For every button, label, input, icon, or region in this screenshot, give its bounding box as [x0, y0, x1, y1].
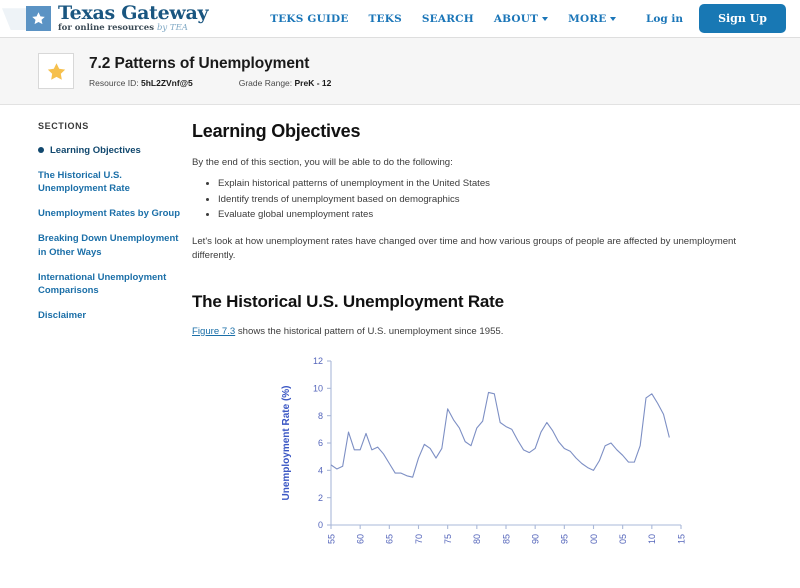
svg-text:0: 0 — [317, 520, 323, 531]
svg-text:15: 15 — [676, 534, 687, 545]
svg-text:10: 10 — [312, 383, 323, 394]
svg-text:60: 60 — [355, 534, 366, 545]
nav-item-search[interactable] — [422, 13, 474, 25]
figure-caption-rest: shows the historical pattern of U.S. unemployment since 1955. — [235, 325, 504, 337]
page-title: 7.2 Patterns of Unemployment — [89, 54, 310, 72]
learning-objectives-heading: Learning Objectives — [192, 121, 361, 141]
page-content — [0, 105, 800, 560]
meta-row — [89, 78, 377, 88]
svg-text:65: 65 — [384, 534, 395, 545]
chevron-down-icon — [542, 17, 548, 21]
login-link[interactable]: Log in — [646, 12, 684, 25]
nav-label: SEARCH — [421, 12, 474, 25]
main-article — [192, 121, 800, 560]
svg-text:80: 80 — [472, 534, 483, 545]
active-bullet-icon — [38, 147, 44, 153]
nav-item-teks-guide[interactable] — [270, 13, 348, 25]
sidebar-item-label: International Unemployment Comparisons — [38, 271, 167, 296]
svg-text:00: 00 — [588, 534, 599, 545]
list-item: • Evaluate global unemployment rates — [218, 207, 774, 223]
nav-label: TEKS — [368, 12, 402, 25]
nav-item-more[interactable] — [568, 13, 616, 25]
sidebar-heading: SECTIONS — [38, 121, 89, 131]
site-header — [0, 0, 800, 38]
sidebar-item-learning-objectives[interactable] — [38, 144, 188, 157]
svg-text:95: 95 — [559, 534, 570, 545]
svg-text:05: 05 — [618, 534, 629, 545]
svg-text:4: 4 — [317, 465, 323, 476]
learning-objectives-intro: By the end of this section, you will be able to do the following: — [192, 157, 453, 168]
grade-range-value: PreK - 12 — [294, 77, 332, 88]
grade-range — [239, 78, 332, 88]
svg-text:12: 12 — [312, 356, 323, 367]
svg-text:2: 2 — [317, 493, 323, 504]
svg-text:8: 8 — [317, 411, 323, 422]
sidebar-item-label: Disclaimer — [38, 309, 87, 321]
svg-text:10: 10 — [647, 534, 658, 545]
sidebar-item-historical-rate[interactable] — [38, 169, 188, 195]
sidebar-item-breaking-down[interactable] — [38, 232, 188, 258]
star-icon — [46, 61, 67, 82]
list-item: • Identify trends of unemployment based on demographics — [218, 192, 774, 208]
svg-text:75: 75 — [443, 534, 454, 545]
grade-range-label: Grade Range: — [238, 77, 293, 88]
main-navigation — [270, 13, 616, 25]
resource-id-value: 5hL2ZVnf@5 — [140, 77, 193, 88]
logo-title: Texas Gateway — [58, 2, 209, 25]
figure-caption — [192, 325, 774, 339]
sidebar-item-label: Unemployment Rates by Group — [38, 208, 180, 220]
svg-text:6: 6 — [317, 438, 323, 449]
sidebar-item-disclaimer[interactable] — [38, 309, 188, 322]
sidebar-item-rates-by-group[interactable] — [38, 207, 188, 220]
nav-label: TEKS GUIDE — [270, 12, 349, 25]
chevron-down-icon — [610, 17, 616, 21]
header-account-actions — [646, 4, 786, 33]
favorite-star-box[interactable] — [38, 53, 74, 89]
logo-subtitle: for online resources by TEA — [58, 23, 188, 34]
sidebar-item-label: Learning Objectives — [50, 145, 141, 156]
unemployment-chart-container — [192, 355, 774, 560]
svg-text:Unemployment Rate (%): Unemployment Rate (%) — [281, 385, 292, 501]
svg-text:85: 85 — [501, 534, 512, 545]
resource-title-bar — [0, 38, 800, 105]
figure-link[interactable]: Figure 7.3 — [192, 325, 236, 337]
resource-id — [89, 78, 193, 88]
logo-star-icon — [26, 6, 51, 31]
nav-label: MORE — [568, 12, 607, 25]
signup-button[interactable]: Sign Up — [699, 4, 786, 33]
svg-text:70: 70 — [413, 534, 424, 545]
resource-id-label: Resource ID: — [89, 77, 139, 88]
learning-objectives-list — [192, 176, 774, 223]
chart-svg — [273, 355, 693, 560]
nav-item-teks[interactable] — [369, 13, 402, 25]
sidebar-item-international[interactable] — [38, 271, 188, 297]
logo-wordmark — [58, 4, 208, 33]
nav-item-about[interactable] — [494, 13, 548, 25]
svg-text:90: 90 — [530, 534, 541, 545]
historical-section-heading: The Historical U.S. Unemployment Rate — [192, 291, 504, 311]
svg-text:55: 55 — [326, 534, 337, 545]
nav-label: ABOUT — [493, 12, 539, 25]
sidebar-item-label: The Historical U.S. Unemployment Rate — [38, 170, 130, 195]
unemployment-line-chart — [273, 355, 693, 560]
resource-meta — [89, 55, 377, 88]
sections-sidebar — [0, 121, 192, 560]
list-item: • Explain historical patterns of unemployment in the United States — [218, 176, 774, 192]
sidebar-item-label: Breaking Down Unemployment in Other Ways — [38, 233, 179, 258]
learning-objectives-closing: Let's look at how unemployment rates have changed over time and how various groups of people are affected by unemployment differently. — [192, 235, 737, 262]
site-logo[interactable] — [26, 4, 208, 33]
